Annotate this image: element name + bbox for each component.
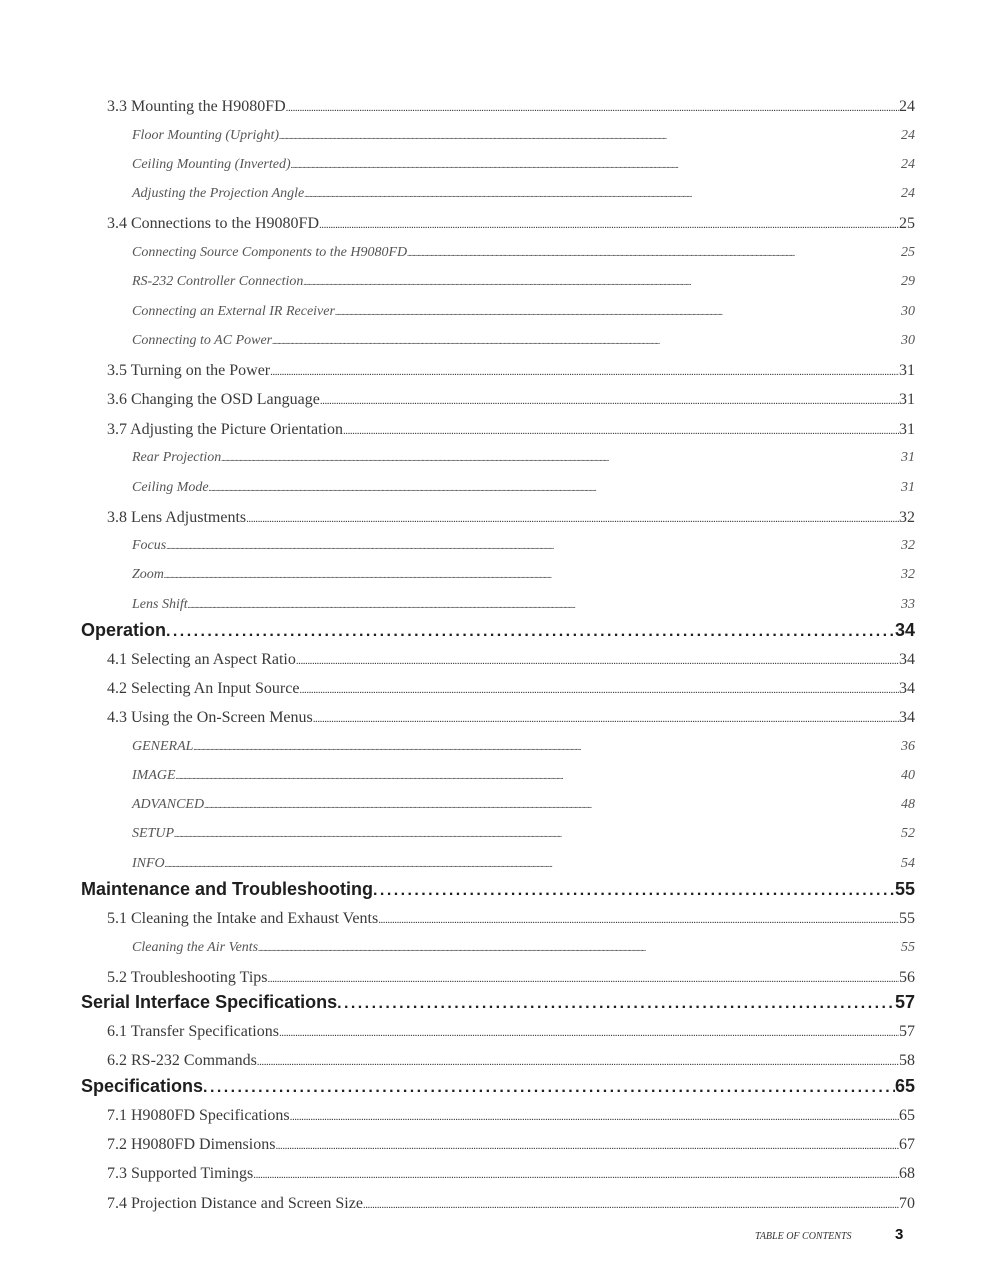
toc-entry-page: 31 [901, 480, 915, 495]
toc-entry-title: Connecting an External IR Receiver [132, 304, 335, 319]
toc-entry-title: 6.1 Transfer Specifications [107, 1023, 279, 1040]
dot-leader [209, 480, 901, 496]
toc-section[interactable] [107, 215, 915, 233]
dot-leader [204, 797, 901, 813]
toc-section[interactable] [107, 1136, 915, 1154]
dot-leader [166, 620, 895, 641]
dot-leader [363, 1195, 899, 1213]
toc-entry-title: Serial Interface Specifications [81, 992, 338, 1012]
toc-subsection[interactable] [132, 597, 915, 613]
toc-section[interactable] [107, 910, 915, 928]
toc-entry-page: 54 [901, 856, 915, 871]
dot-leader [279, 128, 901, 144]
dot-leader [174, 826, 901, 842]
toc-entry-title: 5.1 Cleaning the Intake and Exhaust Vents [107, 910, 379, 927]
dot-leader [335, 304, 901, 320]
toc-entry-page: 34 [899, 680, 915, 697]
toc-subsection[interactable] [132, 826, 915, 842]
toc-entry-title: Focus [132, 538, 167, 553]
toc-entry-title: 3.5 Turning on the Power [107, 362, 271, 379]
toc-entry-title: Ceiling Mode [132, 480, 209, 495]
dot-leader [246, 509, 899, 527]
toc-entry-title: 7.2 H9080FD Dimensions [107, 1136, 276, 1153]
toc-section[interactable] [107, 1052, 915, 1070]
dot-leader [304, 186, 901, 202]
toc-entry-title: Maintenance and Troubleshooting [81, 879, 374, 899]
toc-entry-title: Specifications [81, 1076, 204, 1096]
toc-entry-page: 70 [899, 1195, 915, 1212]
dot-leader [176, 768, 901, 784]
toc-entry-title: 4.2 Selecting An Input Source [107, 680, 300, 697]
toc-entry-title: Connecting Source Components to the H9080FD [132, 245, 408, 260]
toc-entry-title: Adjusting the Projection Angle [132, 186, 305, 201]
toc-entry-page: 32 [901, 567, 915, 582]
toc-entry-title: GENERAL [132, 739, 194, 754]
toc-section[interactable] [107, 709, 915, 727]
toc-entry-page: 55 [894, 879, 915, 899]
dot-leader [343, 421, 899, 439]
toc-entry-page: 25 [901, 245, 915, 260]
dot-leader [296, 651, 899, 669]
toc-entry-title: Zoom [132, 567, 164, 582]
toc-entry-title: INFO [132, 856, 165, 871]
toc-entry-title: Operation [81, 620, 167, 640]
toc-subsection[interactable] [132, 245, 915, 261]
toc-section[interactable] [107, 969, 915, 987]
toc-entry-page: 48 [901, 797, 915, 812]
dot-leader [257, 1052, 899, 1070]
toc-subsection[interactable] [132, 333, 915, 349]
toc-section[interactable] [107, 391, 915, 409]
toc-chapter[interactable] [81, 992, 915, 1013]
toc-subsection[interactable] [132, 157, 915, 173]
footer-page-number: 3 [895, 1226, 904, 1243]
toc-entry-title: Lens Shift [132, 597, 188, 612]
toc-section[interactable] [107, 651, 915, 669]
toc-entry-title: ADVANCED [132, 797, 205, 812]
dot-leader [337, 992, 895, 1013]
toc-section[interactable] [107, 421, 915, 439]
toc-entry-title: IMAGE [132, 768, 176, 783]
toc-section[interactable] [107, 362, 915, 380]
toc-section[interactable] [107, 1165, 915, 1183]
toc-entry-page: 31 [899, 362, 915, 379]
dot-leader [378, 910, 899, 928]
footer-section-label: TABLE OF CONTENTS [755, 1231, 852, 1242]
toc-entry-page: 34 [899, 709, 915, 726]
toc-chapter[interactable] [81, 620, 915, 641]
dot-leader [313, 709, 899, 727]
toc-entry-page: 57 [894, 992, 915, 1012]
toc-subsection[interactable] [132, 186, 915, 202]
toc-subsection[interactable] [132, 940, 915, 956]
toc-entry-page: 33 [901, 597, 915, 612]
toc-subsection[interactable] [132, 768, 915, 784]
toc-entry-title: 4.1 Selecting an Aspect Ratio [107, 651, 296, 668]
toc-entry-page: 57 [899, 1023, 915, 1040]
toc-subsection[interactable] [132, 797, 915, 813]
dot-leader [320, 391, 899, 409]
dot-leader [290, 1107, 899, 1125]
dot-leader [221, 450, 901, 466]
toc-entry-title: 6.2 RS-232 Commands [107, 1052, 257, 1069]
dot-leader [319, 215, 899, 233]
toc-entry-page: 34 [894, 620, 915, 640]
toc-entry-page: 31 [901, 450, 915, 465]
toc-entry-page: 32 [901, 538, 915, 553]
toc-entry-page: 24 [901, 128, 915, 143]
toc-entry-page: 55 [899, 910, 915, 927]
toc-entry-page: 31 [899, 391, 915, 408]
toc-entry-page: 56 [899, 969, 915, 986]
dot-leader [165, 856, 901, 872]
toc-subsection[interactable] [132, 274, 915, 290]
dot-leader [299, 680, 899, 698]
toc-section[interactable] [107, 680, 915, 698]
toc-chapter[interactable] [81, 879, 915, 900]
toc-entry-page: 31 [899, 421, 915, 438]
dot-leader [373, 879, 895, 900]
toc-section[interactable] [107, 1023, 915, 1041]
dot-leader [164, 567, 901, 583]
toc-entry-page: 24 [899, 98, 915, 115]
toc-entry-page: 34 [899, 651, 915, 668]
toc-subsection[interactable] [132, 567, 915, 583]
dot-leader [286, 98, 899, 116]
toc-entry-page: 25 [899, 215, 915, 232]
toc-entry-page: 58 [899, 1052, 915, 1069]
toc-entry-page: 52 [901, 826, 915, 841]
toc-subsection[interactable] [132, 128, 915, 144]
toc-entry-page: 24 [901, 186, 915, 201]
toc-entry-title: 7.4 Projection Distance and Screen Size [107, 1195, 363, 1212]
toc-subsection[interactable] [132, 304, 915, 320]
dot-leader [203, 1076, 895, 1097]
toc-subsection[interactable] [132, 450, 915, 466]
toc-entry-page: 65 [899, 1107, 915, 1124]
toc-entry-title: Rear Projection [132, 450, 222, 465]
toc-entry-page: 32 [899, 509, 915, 526]
dot-leader [303, 274, 901, 290]
toc-entry-page: 30 [901, 333, 915, 348]
toc-section[interactable] [107, 1195, 915, 1213]
dot-leader [291, 157, 901, 173]
toc-entry-title: 7.3 Supported Timings [107, 1165, 254, 1182]
toc-entry-title: 3.7 Adjusting the Picture Orientation [107, 421, 343, 438]
dot-leader [268, 969, 899, 987]
toc-entry-title: 3.3 Mounting the H9080FD [107, 98, 286, 115]
toc-entry-title: 4.3 Using the On-Screen Menus [107, 709, 313, 726]
toc-entry-title: 3.4 Connections to the H9080FD [107, 215, 319, 232]
toc-entry-title: Ceiling Mounting (Inverted) [132, 157, 291, 172]
toc-entry-page: 29 [901, 274, 915, 289]
toc-entry-page: 68 [899, 1165, 915, 1182]
toc-entry-title: 5.2 Troubleshooting Tips [107, 969, 268, 986]
toc-entry-title: Floor Mounting (Upright) [132, 128, 279, 143]
toc-entry-title: Cleaning the Air Vents [132, 940, 259, 955]
toc-subsection[interactable] [132, 538, 915, 554]
toc-entry-title: RS-232 Controller Connection [132, 274, 304, 289]
toc-subsection[interactable] [132, 856, 915, 872]
toc-entry-page: 30 [901, 304, 915, 319]
toc-entry-title: 7.1 H9080FD Specifications [107, 1107, 290, 1124]
toc-section[interactable] [107, 509, 915, 527]
toc-entry-title: SETUP [132, 826, 174, 841]
dot-leader [407, 245, 901, 261]
toc-section[interactable] [107, 1107, 915, 1125]
toc-subsection[interactable] [132, 739, 915, 755]
toc-entry-page: 67 [899, 1136, 915, 1153]
toc-chapter[interactable] [81, 1076, 915, 1097]
dot-leader [253, 1165, 899, 1183]
toc-entry-page: 65 [894, 1076, 915, 1096]
dot-leader [166, 538, 901, 554]
toc-entry-page: 24 [901, 157, 915, 172]
toc-entry-page: 36 [901, 739, 915, 754]
toc-subsection[interactable] [132, 480, 915, 496]
dot-leader [188, 597, 901, 613]
dot-leader [272, 333, 901, 349]
dot-leader [275, 1136, 899, 1154]
toc-entry-page: 40 [901, 768, 915, 783]
dot-leader [270, 362, 899, 380]
dot-leader [279, 1023, 899, 1041]
dot-leader [258, 940, 901, 956]
toc-section[interactable] [107, 98, 915, 116]
toc-entry-page: 55 [901, 940, 915, 955]
dot-leader [193, 739, 901, 755]
toc-entry-title: 3.8 Lens Adjustments [107, 509, 247, 526]
toc-entry-title: Connecting to AC Power [132, 333, 273, 348]
toc-entry-title: 3.6 Changing the OSD Language [107, 391, 320, 408]
